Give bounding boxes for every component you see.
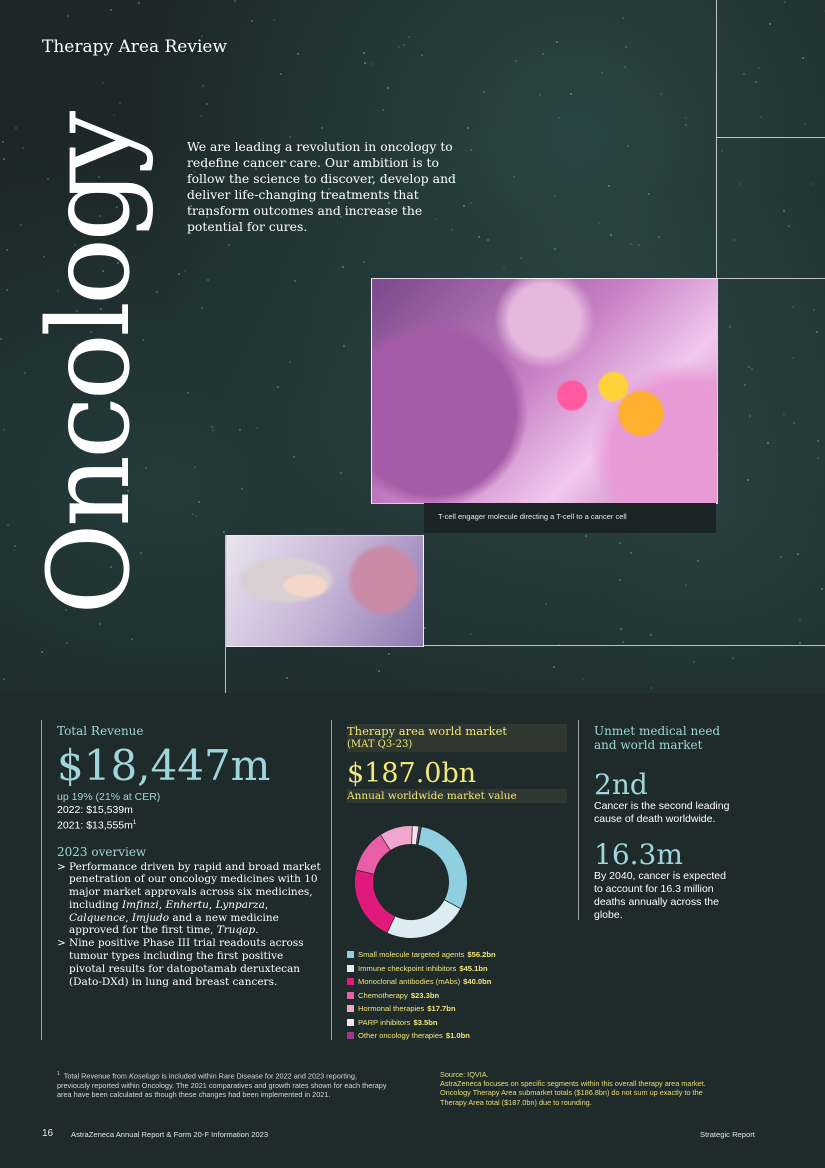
legend-swatch	[347, 1019, 354, 1026]
particle-dot	[178, 273, 180, 275]
unmet-label-2: and world market	[594, 738, 703, 752]
revenue-growth: up 19% (21% at CER)	[57, 791, 161, 803]
legend-label: Monoclonal antibodies (mAbs)	[358, 977, 461, 986]
column-divider	[578, 720, 579, 920]
particle-dot	[483, 91, 485, 93]
particle-dot	[297, 53, 299, 55]
market-column	[347, 724, 567, 1040]
particle-dot	[817, 457, 819, 459]
overview-list	[57, 861, 322, 989]
frame-line	[716, 137, 825, 138]
particle-dot	[470, 633, 472, 635]
particle-dot	[363, 261, 365, 263]
particle-dot	[630, 552, 632, 554]
particle-dot	[2, 141, 4, 143]
particle-dot	[630, 243, 632, 245]
particle-dot	[67, 15, 69, 17]
particle-dot	[289, 361, 291, 363]
particle-dot	[20, 224, 22, 226]
particle-dot	[619, 579, 621, 581]
particle-dot	[732, 657, 734, 659]
particle-dot	[200, 115, 202, 117]
particle-dot	[194, 466, 196, 468]
legend-item	[347, 1002, 567, 1016]
particle-dot	[110, 9, 112, 11]
legend-value: $23.3bn	[410, 990, 440, 1000]
particle-dot	[622, 641, 624, 643]
particle-dot	[749, 415, 751, 417]
particle-dot	[7, 524, 9, 526]
particle-dot	[598, 222, 600, 224]
particle-dot	[372, 63, 374, 65]
particle-dot	[748, 366, 750, 368]
document-title: AstraZeneca Annual Report & Form 20-F Information 2023	[71, 1130, 269, 1139]
particle-dot	[743, 73, 745, 75]
particle-dot	[610, 234, 612, 236]
particle-dot	[619, 542, 621, 544]
particle-dot	[467, 127, 469, 129]
legend-value: $3.5bn	[413, 1017, 438, 1027]
revenue-label: Total Revenue	[57, 724, 144, 738]
particle-dot	[206, 103, 208, 105]
legend-label: Chemotherapy	[358, 990, 408, 1000]
particle-dot	[570, 93, 572, 95]
particle-dot	[66, 642, 68, 644]
legend-swatch	[347, 1005, 354, 1012]
market-sublabel: (MAT Q3-23)	[347, 738, 567, 752]
particle-dot	[799, 619, 801, 621]
particle-dot	[783, 413, 785, 415]
particle-dot	[138, 2, 140, 4]
revenue-2021: 2021: $\$13,555m^1$	[57, 819, 137, 832]
particle-dot	[13, 549, 15, 551]
particle-dot	[697, 560, 699, 562]
particle-dot	[398, 46, 400, 48]
stat-rank-text: Cancer is the second leading cause of death worldwide.	[594, 800, 730, 825]
legend-swatch	[347, 1032, 354, 1039]
particle-dot	[273, 19, 275, 21]
legend-value: $56.2bn	[467, 950, 496, 959]
legend-swatch	[347, 978, 354, 985]
particle-dot	[648, 193, 650, 195]
unmet-column	[594, 724, 794, 922]
donut-slice	[391, 905, 453, 929]
particle-dot	[554, 195, 556, 197]
legend-item	[347, 1016, 567, 1030]
particle-dot	[382, 109, 384, 111]
revenue-value: $18,447m	[57, 741, 271, 790]
market-donut-chart	[346, 817, 476, 947]
particle-dot	[769, 23, 771, 25]
particle-dot	[223, 531, 225, 533]
particle-dot	[799, 642, 801, 644]
revenue-2022: 2022: $15,539m	[57, 804, 133, 816]
overview-title: 2023 overview	[57, 844, 147, 859]
particle-dot	[364, 62, 366, 64]
particle-dot	[821, 588, 823, 590]
particle-dot	[747, 479, 749, 481]
particle-dot	[131, 638, 133, 640]
legend-label: Hormonal therapies	[358, 1004, 425, 1013]
particle-dot	[758, 67, 760, 69]
particle-dot	[545, 603, 547, 605]
particle-dot	[513, 176, 515, 178]
legend-swatch	[347, 992, 354, 999]
particle-dot	[792, 357, 794, 359]
particle-dot	[553, 666, 555, 668]
particle-dot	[585, 535, 587, 537]
particle-dot	[234, 0, 236, 2]
particle-dot	[693, 661, 695, 663]
market-value: $187.0bn	[347, 758, 477, 789]
particle-dot	[228, 244, 230, 246]
particle-dot	[729, 326, 731, 328]
particle-dot	[554, 248, 556, 250]
particle-dot	[542, 53, 544, 55]
legend-label: Small molecule targeted agents	[358, 950, 465, 959]
particle-dot	[201, 307, 203, 309]
unmet-label: Unmet medical need	[594, 724, 721, 738]
legend-swatch	[347, 951, 354, 958]
particle-dot	[784, 1, 786, 3]
particle-dot	[627, 145, 629, 147]
particle-dot	[622, 17, 624, 19]
particle-dot	[387, 87, 389, 89]
market-value-label: Annual worldwide market value	[347, 789, 567, 803]
intro-text: We are leading a revolution in oncology to redefine cancer care. Our ambition is to follow the science to discover, develop and deliver life-changing treatments that transform outcomes and increase the potential for cures.	[187, 139, 456, 234]
legend-item	[347, 1029, 567, 1043]
particle-dot	[119, 102, 121, 104]
stat-rank: 2nd	[594, 768, 648, 801]
legend-item	[347, 975, 567, 989]
particle-dot	[277, 386, 279, 388]
photo-caption: T-cell engager molecule directing a T-cell to a cancer cell	[424, 503, 716, 533]
particle-dot	[403, 44, 405, 46]
legend-value: $45.1bn	[459, 963, 488, 973]
particle-dot	[788, 225, 790, 227]
legend-label: Other oncology therapies	[358, 1031, 443, 1040]
particle-dot	[816, 331, 818, 333]
frame-line	[716, 278, 825, 279]
page-number: 16	[42, 1128, 54, 1139]
particle-dot	[515, 60, 517, 62]
particle-dot	[601, 72, 603, 74]
particle-dot	[793, 422, 795, 424]
legend-value: $1.0bn	[445, 1031, 470, 1040]
particle-dot	[751, 368, 753, 370]
column-divider	[41, 720, 42, 1040]
market-label: Therapy area world market	[347, 724, 567, 738]
legend-label: Immune checkpoint inhibitors	[358, 963, 457, 973]
particle-dot	[767, 442, 769, 444]
particle-dot	[620, 628, 622, 630]
legend-value: $17.7bn	[427, 1004, 456, 1013]
particle-dot	[556, 41, 558, 43]
particle-dot	[293, 456, 295, 458]
particle-dot	[195, 515, 197, 517]
tcell-molecule-image	[371, 278, 718, 504]
particle-dot	[207, 279, 209, 281]
particle-dot	[685, 584, 687, 586]
particle-dot	[421, 54, 423, 56]
particle-dot	[797, 553, 799, 555]
particle-dot	[256, 427, 258, 429]
particle-dot	[289, 136, 291, 138]
particle-dot	[650, 634, 652, 636]
legend-swatch	[347, 965, 354, 972]
particle-dot	[340, 472, 342, 474]
particle-dot	[251, 20, 253, 22]
particle-dot	[802, 57, 804, 59]
legend-value: $40.0bn	[463, 977, 492, 986]
particle-dot	[813, 309, 815, 311]
particle-dot	[184, 270, 186, 272]
particle-dot	[3, 678, 5, 680]
particle-dot	[744, 384, 746, 386]
particle-dot	[520, 257, 522, 259]
list-item: > Performance driven by rapid and broad market penetration of our oncology medicines with 10 major market approvals across six medicines, including Imfinzi, Enhertu, Lynparza, Calquence, Imjudo and a new medicine approved for the first time, Truqap.	[57, 861, 322, 938]
particle-dot	[582, 678, 584, 680]
section-title: Therapy Area Review	[42, 37, 228, 57]
donut-slice	[364, 872, 391, 925]
particle-dot	[804, 123, 806, 125]
particle-dot	[733, 239, 735, 241]
particle-dot	[363, 52, 365, 54]
particle-dot	[212, 429, 214, 431]
section-label: Strategic Report	[700, 1130, 755, 1139]
particle-dot	[102, 82, 104, 84]
particle-dot	[99, 623, 101, 625]
particle-dot	[721, 150, 723, 152]
list-item: > Nine positive Phase III trial readouts across tumour types including the first positive pivotal results for datopotamab deruxtecan (Dato-DXd) in lung and breast cancers.	[57, 937, 322, 988]
particle-dot	[780, 556, 782, 558]
particle-dot	[388, 653, 390, 655]
particle-dot	[625, 46, 627, 48]
particle-dot	[685, 124, 687, 126]
particle-dot	[812, 183, 814, 185]
particle-dot	[760, 116, 762, 118]
particle-dot	[22, 147, 24, 149]
particle-dot	[187, 392, 189, 394]
scientist-image	[226, 535, 424, 647]
legend-item	[347, 962, 567, 976]
particle-dot	[280, 73, 282, 75]
particle-dot	[239, 429, 241, 431]
particle-dot	[685, 117, 687, 119]
particle-dot	[3, 158, 5, 160]
particle-dot	[650, 687, 652, 689]
column-divider	[331, 720, 332, 1040]
particle-dot	[192, 513, 194, 515]
legend-label: PARP inhibitors	[358, 1017, 411, 1027]
particle-dot	[658, 236, 660, 238]
particle-dot	[783, 210, 785, 212]
particle-dot	[378, 670, 380, 672]
particle-dot	[14, 545, 16, 547]
particle-dot	[41, 651, 43, 653]
particle-dot	[294, 280, 296, 282]
particle-dot	[321, 127, 323, 129]
particle-dot	[755, 81, 757, 83]
particle-dot	[0, 338, 2, 340]
particle-dot	[202, 85, 204, 87]
particle-dot	[478, 236, 480, 238]
particle-dot	[343, 345, 345, 347]
particle-dot	[156, 291, 158, 293]
stat-deaths: 16.3m	[594, 838, 683, 871]
particle-dot	[487, 239, 489, 241]
particle-dot	[198, 501, 200, 503]
particle-dot	[6, 249, 8, 251]
page-title: Oncology	[25, 114, 155, 615]
particle-dot	[342, 266, 344, 268]
revenue-column	[57, 724, 322, 988]
particle-dot	[6, 289, 8, 291]
legend-item	[347, 989, 567, 1003]
donut-slice	[365, 842, 386, 871]
particle-dot	[817, 440, 819, 442]
particle-dot	[638, 244, 640, 246]
particle-dot	[792, 306, 794, 308]
particle-dot	[624, 66, 626, 68]
particle-dot	[539, 94, 541, 96]
particle-dot	[241, 488, 243, 490]
particle-dot	[558, 117, 560, 119]
particle-dot	[211, 426, 213, 428]
donut-slice	[419, 836, 458, 905]
particle-dot	[660, 93, 662, 95]
legend-item	[347, 948, 567, 962]
donut-slice	[386, 835, 413, 842]
particle-dot	[739, 183, 741, 185]
source-note: Source: IQVIA. AstraZeneca focuses on specific segments within this overall therapy area market. Oncology Therapy Area submarket totals ($186.8bn) do not sum up exactly to the Therapy Area total ($187.0bn) due to rounding.	[440, 1070, 706, 1107]
particle-dot	[608, 185, 610, 187]
particle-dot	[3, 429, 5, 431]
particle-dot	[286, 677, 288, 679]
footnote: $^1$ Total Revenue from Koselugo is included within Rare Disease for 2022 and 2023 reporting, previously reported within Oncology. The 2021 comparatives and growth rates shown for each therapy area have been calculated as though these changes had been implemented in 2021.	[57, 1071, 387, 1099]
particle-dot	[408, 36, 410, 38]
particle-dot	[503, 266, 505, 268]
particle-dot	[15, 127, 17, 129]
chart-legend	[347, 948, 567, 1043]
stat-deaths-text: By 2040, cancer is expected to account for 16.3 million deaths annually across the globe.	[594, 870, 726, 921]
